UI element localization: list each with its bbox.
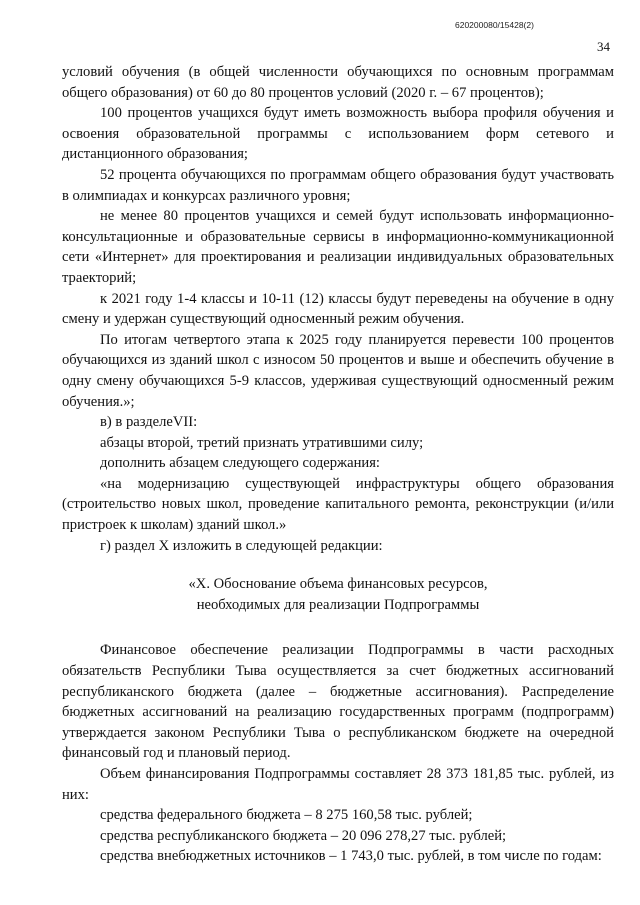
paragraph-5: к 2021 году 1-4 классы и 10-11 (12) классы будут переведены на обучение в одну смену и удержан существующий односменный режим обучения. <box>62 290 614 328</box>
paragraph-4: не менее 80 процентов учащихся и семей будут использовать информационно-консультационные и образовательные сервисы в информационно-коммуникационной сети «Интернет» для проектирования и реализации индивидуальных образовательных траекторий; <box>62 208 614 286</box>
paragraph-13: Объем финансирования Подпрограммы составляет 28 373 181,85 тыс. рублей, из них: <box>62 766 614 803</box>
document-number: 620200080/15428(2) <box>455 20 534 30</box>
paragraph-7: в) в разделеVII: <box>100 414 198 431</box>
section-heading-line-2: необходимых для реализации Подпрограммы <box>196 596 480 613</box>
paragraph-8: абзацы второй, третий признать утратившими силу; <box>100 434 424 451</box>
paragraph-1: условий обучения (в общей численности обучающихся по основным программам общего образования) от 60 до 80 процентов условий (2020 г. – 67 процентов); <box>62 64 614 101</box>
page-number: 34 <box>597 39 610 54</box>
paragraph-9: дополнить абзацем следующего содержания: <box>100 455 380 472</box>
section-heading <box>62 574 614 615</box>
section-heading-line-1: «X. Обоснование объема финансовых ресурсов, <box>188 576 488 593</box>
paragraph-3: 52 процента обучающихся по программам общего образования будут участвовать в олимпиадах и конкурсах различного уровня; <box>62 166 614 204</box>
paragraph-12: Финансовое обеспечение реализации Подпрограммы в части расходных обязательств Республики Тыва осуществляется за счет бюджетных ассигнований республиканского бюджета (далее – бюджетные ассигнования). Распределение бюджетных ассигнований на реализацию государственных программ (подпрограмм) утверждается законом Республики Тыва о республиканском бюджете на очередной финансовый год и плановый период. <box>62 642 614 762</box>
paragraph-6: По итогам четвертого этапа к 2025 году планируется перевести 100 процентов обучающихся из зданий школ с износом 50 процентов и выше и обеспечить обучение в одну смену обучающихся 5-9 классов, удерживая существующий односменный режим обучения.»; <box>62 331 614 410</box>
paragraph-15: средства республиканского бюджета – 20 096 278,27 тыс. рублей; <box>100 827 507 844</box>
paragraph-10: «на модернизацию существующей инфраструктуры общего образования (строительство новых школ, проведение капитального ремонта, реконструкции (и/или пристроек к школам) зданий школ.» <box>62 475 614 534</box>
paragraph-14: средства федерального бюджета – 8 275 160,58 тыс. рублей; <box>100 807 473 824</box>
paragraph-11: г) раздел Х изложить в следующей редакции: <box>100 537 383 554</box>
document-body <box>62 62 614 867</box>
paragraph-2: 100 процентов учащихся будут иметь возможность выбора профиля обучения и освоения образовательной программы с использованием форм сетевого и дистанционного образования; <box>62 105 614 163</box>
paragraph-16: средства внебюджетных источников – 1 743,0 тыс. рублей, в том числе по годам: <box>100 848 602 865</box>
